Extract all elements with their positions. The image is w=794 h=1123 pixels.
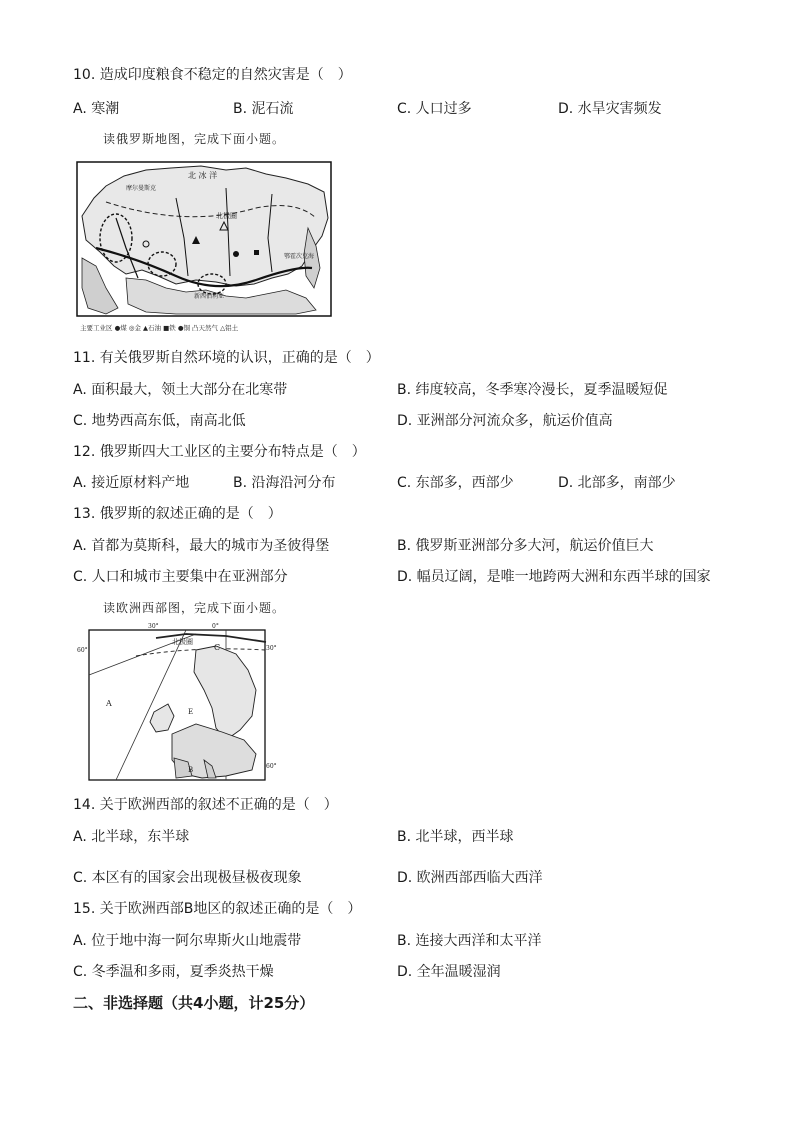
question-10-stem: 10. 造成印度粮食不稳定的自然灾害是（ ） bbox=[73, 67, 352, 83]
question-15-option-a[interactable]: A. 位于地中海一阿尔卑斯火山地震带 bbox=[73, 933, 302, 949]
question-15-stem: 15. 关于欧洲西部B地区的叙述正确的是（ ） bbox=[73, 901, 362, 917]
region-b-label: B bbox=[188, 766, 194, 774]
question-14-stem: 14. 关于欧洲西部的叙述不正确的是（ ） bbox=[73, 797, 338, 813]
section-title: 二、非选择题（共4小题，计25分） bbox=[73, 994, 315, 1012]
question-11-option-c[interactable]: C. 地势西高东低，南高北低 bbox=[73, 413, 246, 429]
russia-map-intro: 读俄罗斯地图，完成下面小题。 bbox=[103, 132, 286, 146]
region-e-label: E bbox=[188, 708, 194, 716]
question-12-stem: 12. 俄罗斯四大工业区的主要分布特点是（ ） bbox=[73, 444, 366, 460]
okhotsk-label: 鄂霍次克海 bbox=[284, 253, 315, 260]
question-12-option-b[interactable]: B. 沿海沿河分布 bbox=[233, 475, 336, 491]
question-14-option-a[interactable]: A. 北半球，东半球 bbox=[73, 829, 190, 845]
coal-symbol bbox=[233, 251, 239, 257]
question-13-option-c[interactable]: C. 人口和城市主要集中在亚洲部分 bbox=[73, 569, 288, 585]
question-10-option-d[interactable]: D. 水旱灾害频发 bbox=[558, 101, 662, 117]
question-10-option-a[interactable]: A. 寒潮 bbox=[73, 101, 120, 117]
europe-map bbox=[76, 620, 282, 784]
europe-map-intro: 读欧洲西部图，完成下面小题。 bbox=[103, 601, 286, 615]
question-12-option-c[interactable]: C. 东部多，西部少 bbox=[397, 475, 514, 491]
question-13-option-d[interactable]: D. 幅员辽阔，是唯一地跨两大洲和东西半球的国家 bbox=[397, 569, 711, 585]
lat-60-left-label: 60° bbox=[77, 647, 88, 654]
arctic-ocean-label: 北 冰 洋 bbox=[188, 171, 218, 180]
question-11-stem: 11. 有关俄罗斯自然环境的认识，正确的是（ ） bbox=[73, 350, 380, 366]
question-13-option-a[interactable]: A. 首都为莫斯科，最大的城市为圣彼得堡 bbox=[73, 538, 330, 554]
russia-map bbox=[76, 158, 334, 336]
iron-symbol bbox=[254, 250, 259, 255]
question-12-option-d[interactable]: D. 北部多，南部少 bbox=[558, 475, 676, 491]
question-10-option-c[interactable]: C. 人口过多 bbox=[397, 101, 472, 117]
question-11-option-a[interactable]: A. 面积最大，领土大部分在北寒带 bbox=[73, 382, 288, 398]
murmansk-label: 摩尔曼斯克 bbox=[126, 185, 157, 192]
question-14-option-c[interactable]: C. 本区有的国家会出现极昼极夜现象 bbox=[73, 870, 302, 886]
question-15-option-b[interactable]: B. 连接大西洋和太平洋 bbox=[397, 933, 542, 949]
question-14-option-b[interactable]: B. 北半球，西半球 bbox=[397, 829, 514, 845]
question-14-option-d[interactable]: D. 欧洲西部西临大西洋 bbox=[397, 870, 543, 886]
question-10-option-b[interactable]: B. 泥石流 bbox=[233, 101, 294, 117]
arctic-circle-label: 北极圈 bbox=[216, 212, 237, 220]
question-15-option-c[interactable]: C. 冬季温和多雨，夏季炎热干燥 bbox=[73, 964, 274, 980]
question-12-option-a[interactable]: A. 接近原材料产地 bbox=[73, 475, 190, 491]
russia-map-legend: 主要工业区 ●煤 ◎金 ▲石油 ■铁 ●铜 凸天然气 △铝土 bbox=[80, 324, 239, 332]
region-c-label: C bbox=[214, 643, 221, 652]
question-11-option-b[interactable]: B. 纬度较高，冬季寒冷漫长，夏季温暖短促 bbox=[397, 382, 668, 398]
lon-30-top-label: 30° bbox=[148, 623, 159, 630]
question-13-option-b[interactable]: B. 俄罗斯亚洲部分多大河，航运价值巨大 bbox=[397, 538, 654, 554]
question-11-option-d[interactable]: D. 亚洲部分河流众多，航运价值高 bbox=[397, 413, 613, 429]
lon-30-right-label: 30° bbox=[266, 645, 277, 652]
lon-0-top-label: 0° bbox=[212, 623, 219, 630]
novosibirsk-label: 新西伯利亚 bbox=[194, 293, 225, 300]
region-a-label: A bbox=[106, 699, 112, 708]
question-15-option-d[interactable]: D. 全年温暖湿润 bbox=[397, 964, 501, 980]
lat-60-right-label: 60° bbox=[266, 763, 277, 770]
europe-arctic-circle-label: 北极圈 bbox=[172, 638, 193, 646]
question-13-stem: 13. 俄罗斯的叙述正确的是（ ） bbox=[73, 506, 282, 522]
